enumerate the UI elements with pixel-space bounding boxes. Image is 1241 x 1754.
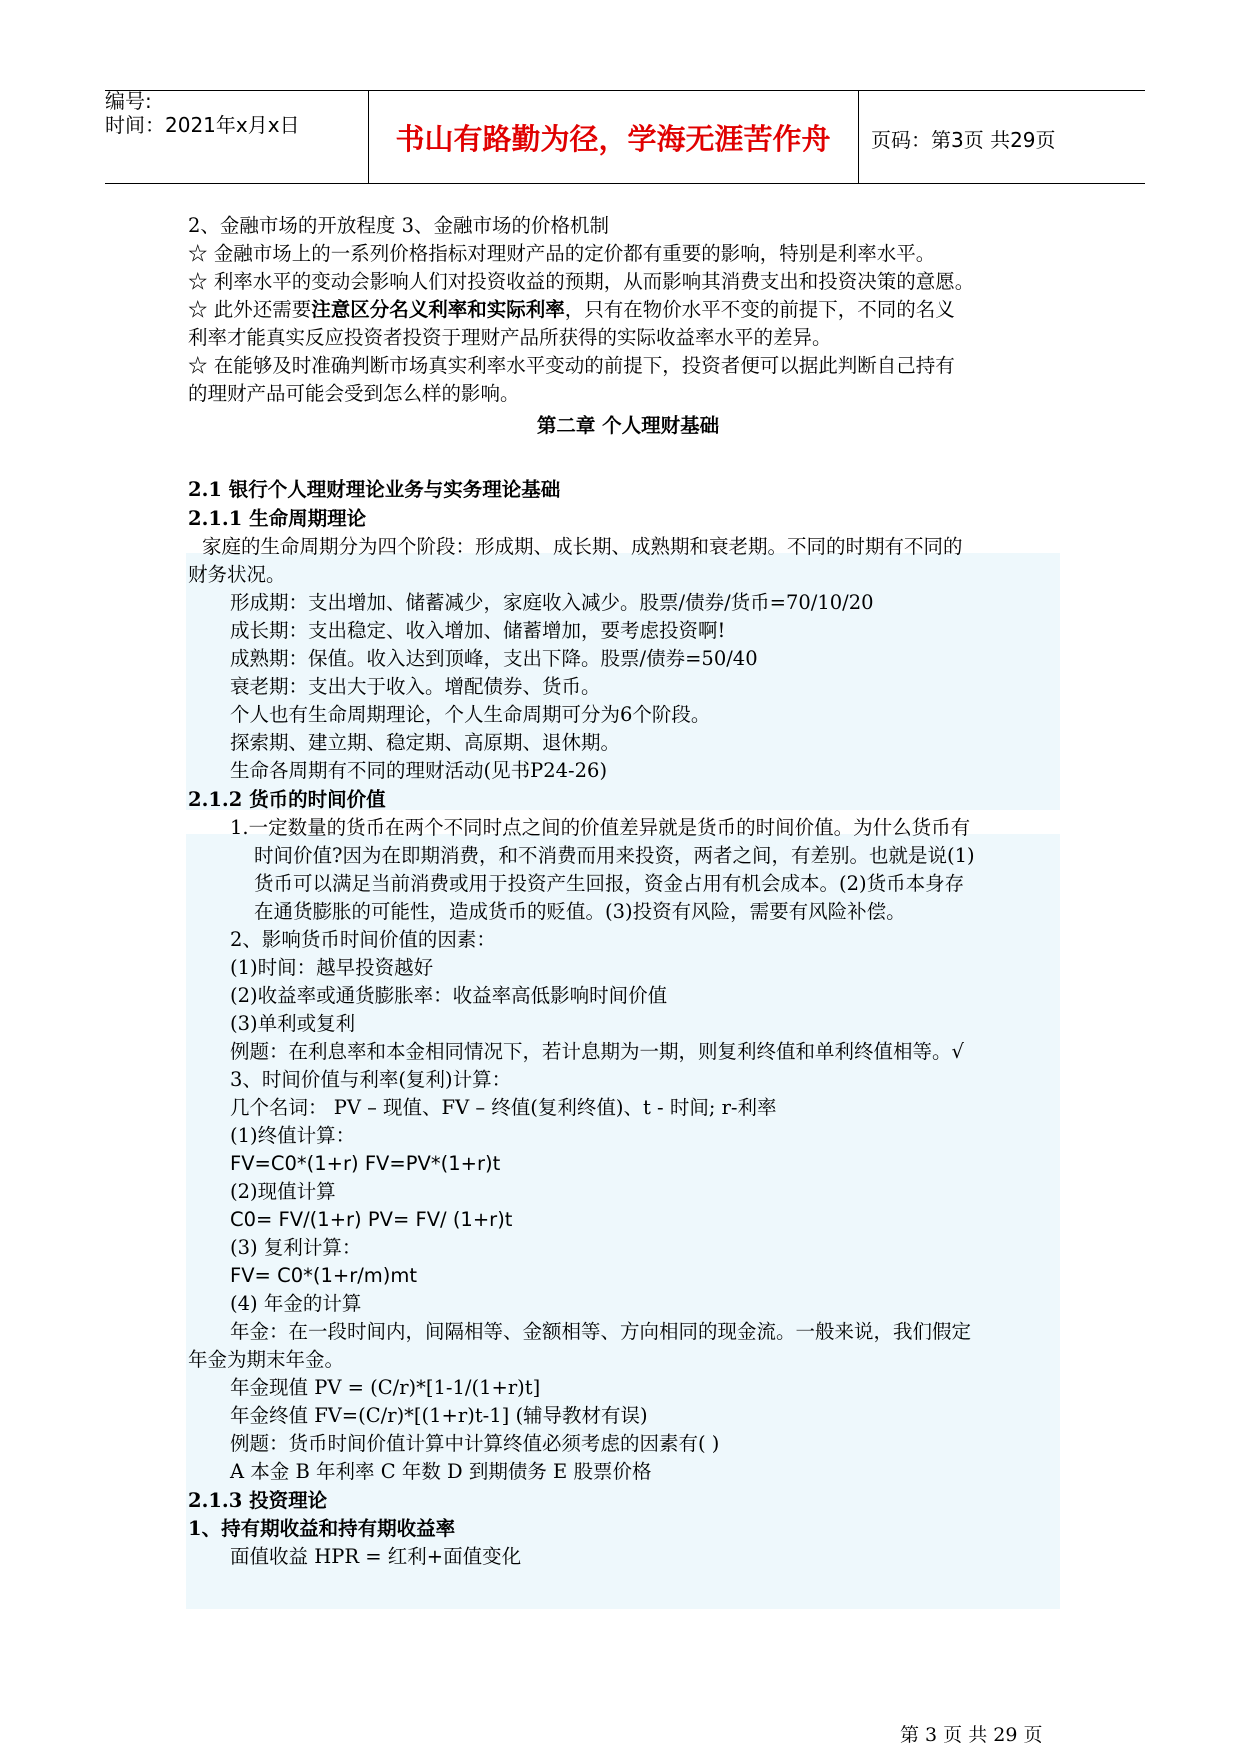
text-line: 例题：货币时间价值计算中计算终值必须考虑的因素有( ) bbox=[230, 1432, 720, 1455]
section-heading: 2.1 银行个人理财理论业务与实务理论基础 bbox=[188, 478, 561, 501]
text-line: 例题：在利息率和本金相同情况下，若计息期为一期，则复利终值和单利终值相等。√ bbox=[230, 1040, 964, 1063]
text-line: 形成期：支出增加、储蓄减少，家庭收入减少。股票/债券/货币=70/10/20 bbox=[230, 591, 874, 614]
text-line: 财务状况。 bbox=[188, 563, 286, 586]
text-line: (3) 复利计算： bbox=[230, 1236, 362, 1259]
text-segment: ☆ 此外还需要 bbox=[188, 298, 312, 321]
subsection-heading: 2.1.1 生命周期理论 bbox=[188, 507, 367, 530]
formula-line: FV=C0*(1+r) FV=PV*(1+r)t bbox=[230, 1152, 501, 1175]
chapter-title: 第二章 个人理财基础 bbox=[536, 414, 720, 437]
emphasis-text: 注意区分名义利率和实际利率 bbox=[311, 298, 565, 321]
page-header bbox=[105, 90, 1145, 184]
text-line: 3、时间价值与利率(复利)计算： bbox=[230, 1068, 512, 1091]
text-line: (2)收益率或通货膨胀率：收益率高低影响时间价值 bbox=[230, 984, 668, 1007]
text-line: A 本金 B 年利率 C 年数 D 到期债务 E 股票价格 bbox=[230, 1460, 652, 1483]
formula-line: C0= FV/(1+r) PV= FV/ (1+r)t bbox=[230, 1208, 513, 1231]
text-line: 货币可以满足当前消费或用于投资产生回报，资金占用有机会成本。(2)货币本身存 bbox=[254, 872, 965, 895]
motto-text: 书山有路勤为径，学海无涯苦作舟 bbox=[395, 122, 831, 156]
text-line: 年金现值 PV = (C/r)*[1-1/(1+r)t] bbox=[230, 1376, 541, 1399]
text-line: 的理财产品可能会受到怎么样的影响。 bbox=[188, 382, 520, 405]
text-line: (1)时间：越早投资越好 bbox=[230, 956, 434, 979]
header-info-cell bbox=[105, 91, 369, 183]
text-line: (3)单利或复利 bbox=[230, 1012, 356, 1035]
page-footer: 第 3 页 共 29 页 bbox=[900, 1724, 1043, 1746]
formula-line: FV= C0*(1+r/m)mt bbox=[230, 1264, 418, 1287]
text-line-mixed bbox=[188, 296, 955, 324]
text-line: ☆ 在能够及时准确判断市场真实利率水平变动的前提下，投资者便可以据此判断自己持有 bbox=[188, 354, 955, 377]
text-line: 家庭的生命周期分为四个阶段：形成期、成长期、成熟期和衰老期。不同的时期有不同的 bbox=[202, 535, 963, 558]
text-line: 年金终值 FV=(C/r)*[(1+r)t-1] (辅导教材有误) bbox=[230, 1404, 648, 1427]
header-page-cell bbox=[859, 91, 1145, 183]
text-line: 个人也有生命周期理论，个人生命周期可分为6个阶段。 bbox=[230, 703, 711, 726]
text-line: 生命各周期有不同的理财活动(见书P24-26) bbox=[230, 759, 608, 782]
text-line: ☆ 金融市场上的一系列价格指标对理财产品的定价都有重要的影响，特别是利率水平。 bbox=[188, 242, 936, 265]
text-line: 在通货膨胀的可能性，造成货币的贬值。(3)投资有风险，需要有风险补偿。 bbox=[254, 900, 906, 923]
shaded-block-hpr bbox=[186, 1569, 1060, 1609]
text-line: (2)现值计算 bbox=[230, 1180, 336, 1203]
text-line: 面值收益 HPR = 红利+面值变化 bbox=[230, 1545, 522, 1568]
header-motto-cell bbox=[368, 91, 859, 183]
text-line: 年金：在一段时间内，间隔相等、金额相等、方向相同的现金流。一般来说，我们假定 bbox=[230, 1320, 972, 1343]
serial-label: 编号: bbox=[105, 89, 152, 113]
page-number-label: 页码：第3页 共29页 bbox=[871, 128, 1056, 152]
text-line: 1.一定数量的货币在两个不同时点之间的价值差异就是货币的时间价值。为什么货币有 bbox=[230, 816, 971, 839]
time-label: 时间：2021年x月x日 bbox=[105, 113, 300, 137]
text-line: 时间价值?因为在即期消费，和不消费而用来投资，两者之间，有差别。也就是说(1) bbox=[254, 844, 975, 867]
text-segment: ，只有在物价水平不变的前提下，不同的名义 bbox=[564, 298, 955, 321]
subsection-heading: 2.1.2 货币的时间价值 bbox=[188, 788, 386, 811]
text-line: ☆ 利率水平的变动会影响人们对投资收益的预期，从而影响其消费支出和投资决策的意愿。 bbox=[188, 270, 975, 293]
text-line: 成长期：支出稳定、收入增加、储蓄增加，要考虑投资啊! bbox=[230, 619, 726, 642]
text-line: 衰老期：支出大于收入。增配债券、货币。 bbox=[230, 675, 601, 698]
text-line: (1)终值计算： bbox=[230, 1124, 356, 1147]
text-line: 2、金融市场的开放程度 3、金融市场的价格机制 bbox=[188, 214, 610, 237]
subsection-heading: 1、持有期收益和持有期收益率 bbox=[188, 1517, 456, 1540]
subsection-heading: 2.1.3 投资理论 bbox=[188, 1489, 328, 1512]
text-line: 年金为期末年金。 bbox=[188, 1348, 345, 1371]
text-line: 探索期、建立期、稳定期、高原期、退休期。 bbox=[230, 731, 621, 754]
text-line: 2、影响货币时间价值的因素： bbox=[230, 928, 496, 951]
text-line: (4) 年金的计算 bbox=[230, 1292, 362, 1315]
text-line: 成熟期：保值。收入达到顶峰，支出下降。股票/债券=50/40 bbox=[230, 647, 758, 670]
text-line: 几个名词： PV – 现值、FV – 终值(复利终值)、t - 时间; r-利率 bbox=[230, 1096, 777, 1119]
text-line: 利率才能真实反应投资者投资于理财产品所获得的实际收益率水平的差异。 bbox=[188, 326, 832, 349]
